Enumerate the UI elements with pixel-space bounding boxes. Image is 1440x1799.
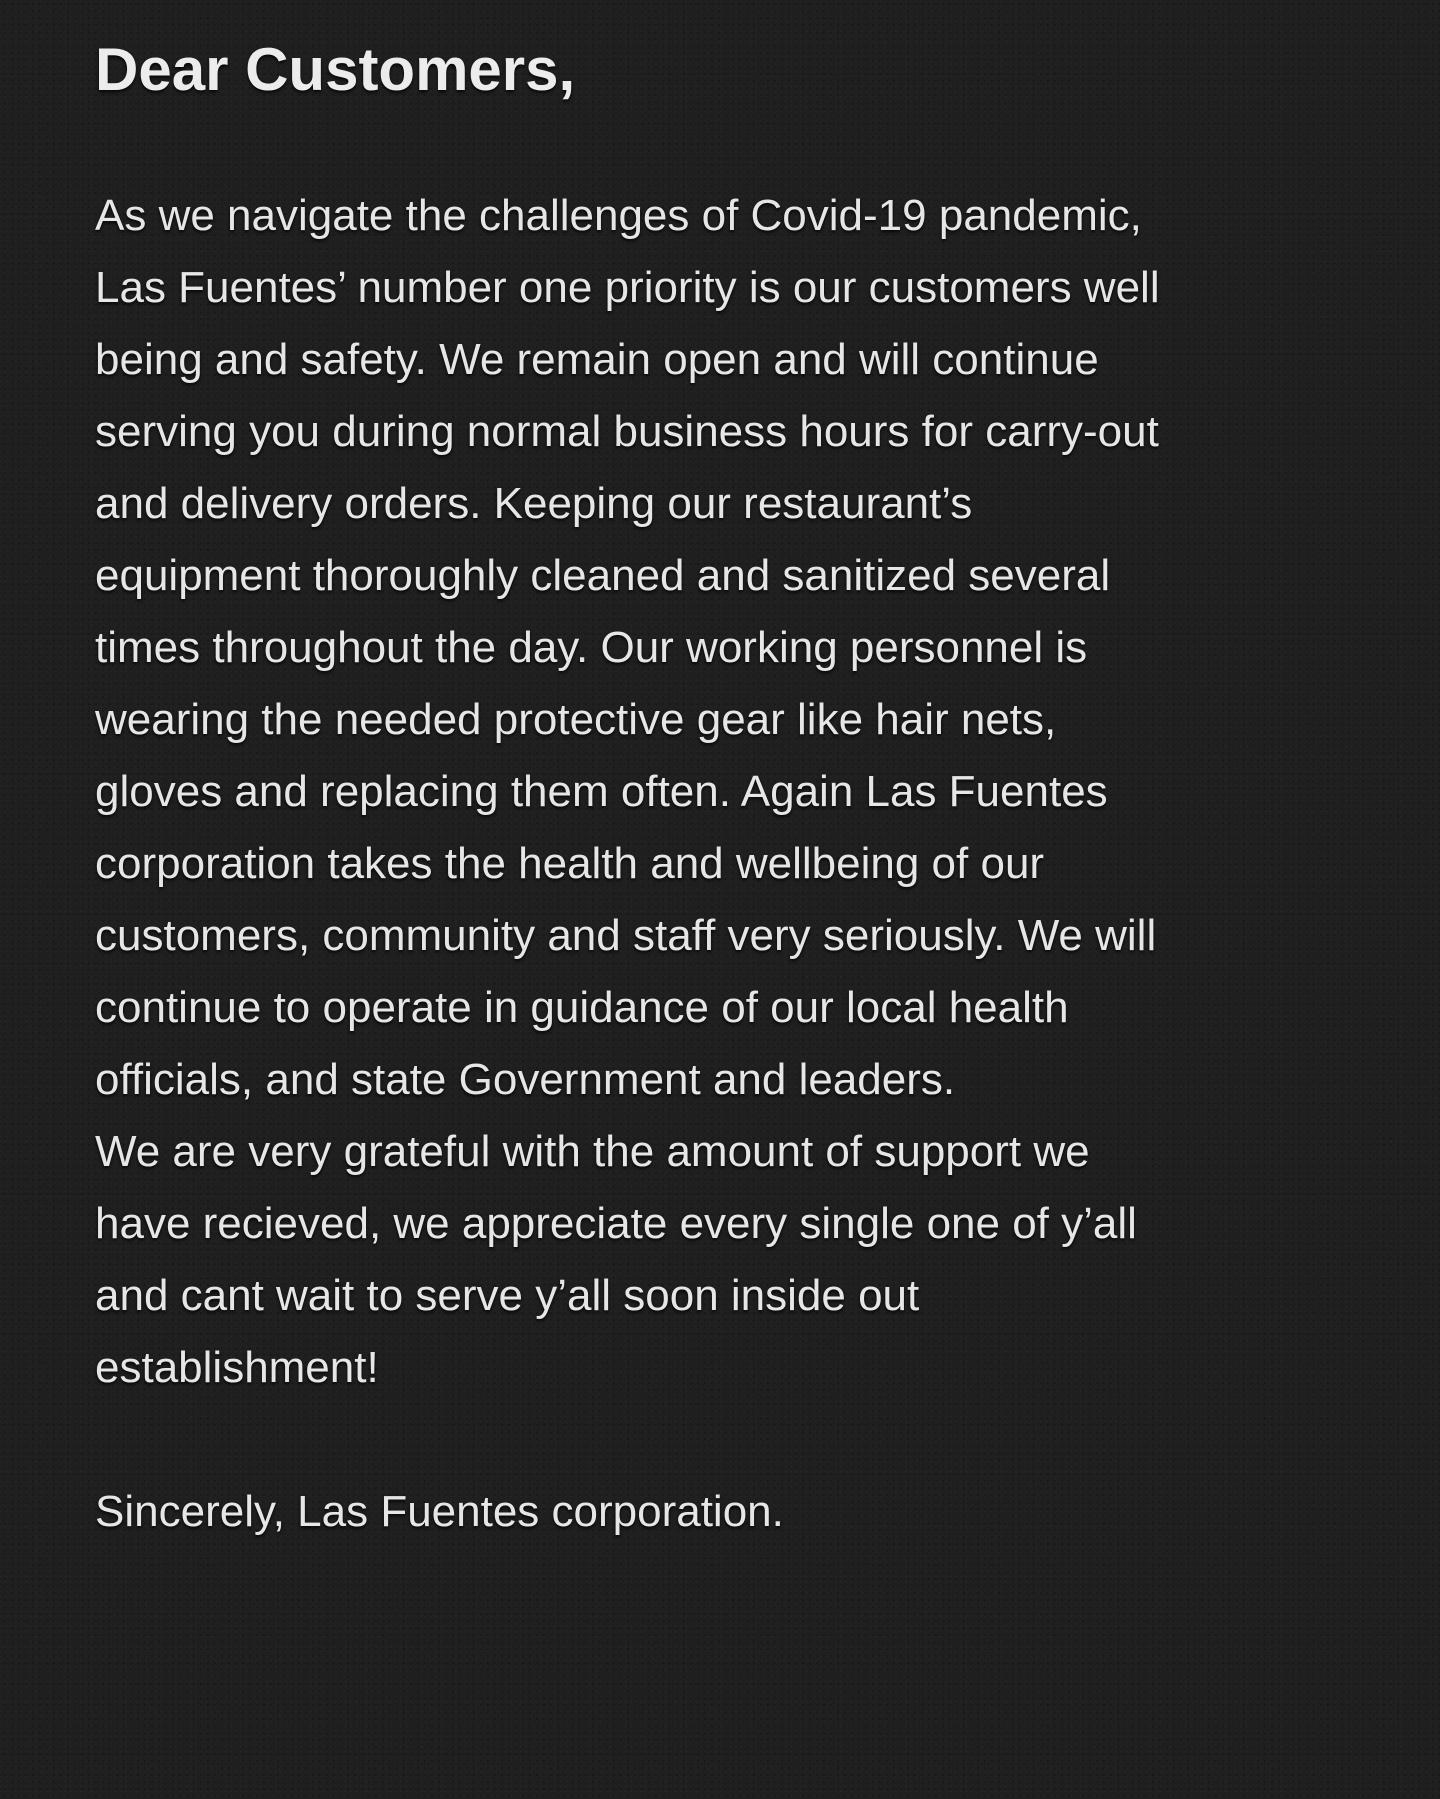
body-line: corporation takes the health and wellbeing of our — [95, 839, 1045, 888]
body-line: serving you during normal business hours for carry-out — [95, 407, 1159, 456]
paragraph-spacer — [95, 1404, 1355, 1476]
body-line: have recieved, we appreciate every single one of y’all — [95, 1199, 1137, 1248]
body-line: As we navigate the challenges of Covid-19 pandemic, — [95, 191, 1142, 240]
note-document — [95, 30, 1355, 1548]
body-line: Las Fuentes’ number one priority is our customers well — [95, 263, 1160, 312]
body-line: wearing the needed protective gear like hair nets, — [95, 695, 1057, 744]
body-line: establishment! — [95, 1343, 379, 1392]
body-line: equipment thoroughly cleaned and sanitized several — [95, 551, 1111, 600]
body-line: customers, community and staff very seriously. We will — [95, 911, 1157, 960]
body-line: continue to operate in guidance of our local health — [95, 983, 1069, 1032]
body-line: and cant wait to serve y’all soon inside out — [95, 1271, 920, 1320]
body-line: gloves and replacing them often. Again Las Fuentes — [95, 767, 1108, 816]
closing-line: Sincerely, Las Fuentes corporation. — [95, 1487, 784, 1536]
body-line: times throughout the day. Our working personnel is — [95, 623, 1088, 672]
body-line: and delivery orders. Keeping our restaurant’s — [95, 479, 973, 528]
body-line: We are very grateful with the amount of support we — [95, 1127, 1090, 1176]
body-line: officials, and state Government and leaders. — [95, 1055, 956, 1104]
body-line: being and safety. We remain open and will continue — [95, 335, 1099, 384]
greeting-heading: Dear Customers, — [95, 36, 576, 103]
letter-body — [95, 180, 1355, 1548]
